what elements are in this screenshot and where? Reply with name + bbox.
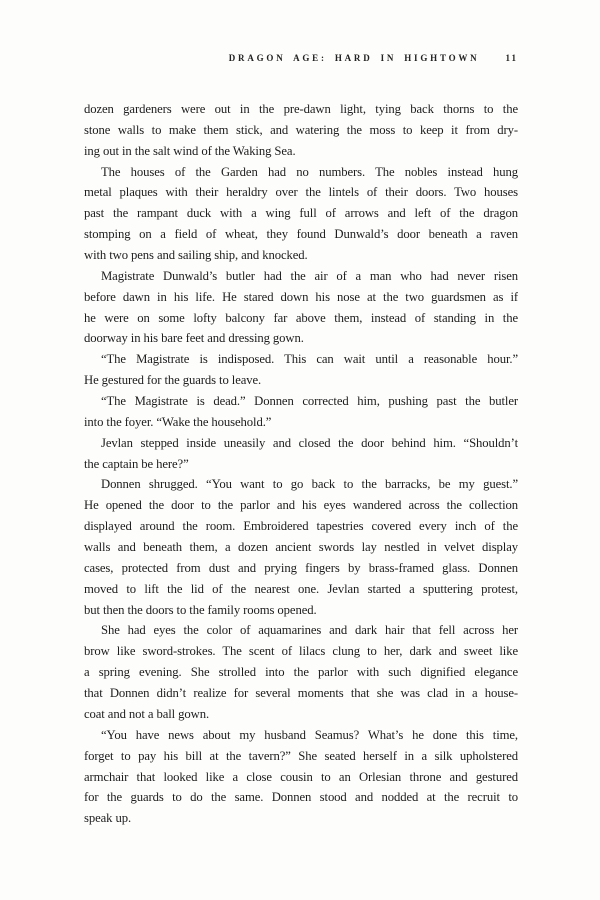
text-line: brow like sword-strokes. The scent of lilacs clung to her, dark and sweet like <box>84 644 518 659</box>
text-line: the captain be here?” <box>84 456 189 471</box>
text-line: metal plaques with their heraldry over the lintels of their doors. Two houses <box>84 185 518 200</box>
text-line: She had eyes the color of aquamarines and dark hair that fell across her <box>101 623 518 638</box>
body-text <box>84 99 518 829</box>
text-line: displayed around the room. Embroidered tapestries covered every inch of the <box>84 519 518 534</box>
text-line: speak up. <box>84 811 132 826</box>
text-line: a spring evening. She strolled into the parlor with such dignified elegance <box>84 665 518 680</box>
text-line: coat and not a ball gown. <box>84 706 210 721</box>
text-line: Jevlan stepped inside uneasily and closed the door behind him. “Shouldn’t <box>101 435 518 450</box>
text-line: into the foyer. “Wake the household.” <box>84 414 272 429</box>
running-header <box>84 53 518 64</box>
text-line: forget to pay his bill at the tavern?” She seated herself in a silk upholstered <box>84 748 518 763</box>
text-line: past the rampant duck with a wing full of arrows and left of the dragon <box>84 206 518 221</box>
text-line: doorway in his bare feet and dressing gown. <box>84 331 304 346</box>
text-line: but then the doors to the family rooms opened. <box>84 602 317 617</box>
text-line: walls and beneath them, a dozen ancient swords lay nestled in velvet display <box>84 540 518 555</box>
text-line: moved to lift the lid of the nearest one. Jevlan started a sputtering protest, <box>84 581 518 596</box>
text-line: he were on some lofty balcony far above them, instead of standing in the <box>84 310 518 325</box>
text-line: He opened the door to the parlor and his eyes wandered across the collection <box>84 498 518 513</box>
header-title: DRAGON AGE: HARD IN HIGHTOWN <box>228 53 480 63</box>
text-line: armchair that looked like a close cousin to an Orlesian throne and gestured <box>84 769 518 784</box>
text-line: He gestured for the guards to leave. <box>84 373 262 388</box>
text-line: cases, protected from dust and prying fingers by brass-framed glass. Donnen <box>84 560 518 575</box>
text-line: with two pens and sailing ship, and knocked. <box>84 248 308 263</box>
text-line: that Donnen didn’t realize for several moments that she was clad in a house- <box>84 686 518 701</box>
text-line: Magistrate Dunwald’s butler had the air of a man who had never risen <box>101 268 518 283</box>
text-line: “The Magistrate is indisposed. This can wait until a reasonable hour.” <box>101 352 518 367</box>
text-line: “The Magistrate is dead.” Donnen corrected him, pushing past the butler <box>101 394 518 409</box>
text-line: before dawn in his life. He stared down his nose at the two guardsmen as if <box>84 289 518 304</box>
text-line: ing out in the salt wind of the Waking Sea. <box>84 143 296 158</box>
text-line: dozen gardeners were out in the pre-dawn light, tying back thorns to the <box>84 102 518 116</box>
page-number: 11 <box>505 53 518 63</box>
text-line: stone walls to make them stick, and watering the moss to keep it from dry- <box>84 122 518 137</box>
text-line: “You have news about my husband Seamus? What’s he done this time, <box>101 727 518 742</box>
text-line: Donnen shrugged. “You want to go back to the barracks, be my guest.” <box>101 477 518 492</box>
text-line: stomping on a field of wheat, they found Dunwald’s door beneath a raven <box>84 227 518 242</box>
text-line: for the guards to do the same. Donnen stood and nodded at the recruit to <box>84 790 518 805</box>
text-line: The houses of the Garden had no numbers. The nobles instead hung <box>101 164 518 179</box>
